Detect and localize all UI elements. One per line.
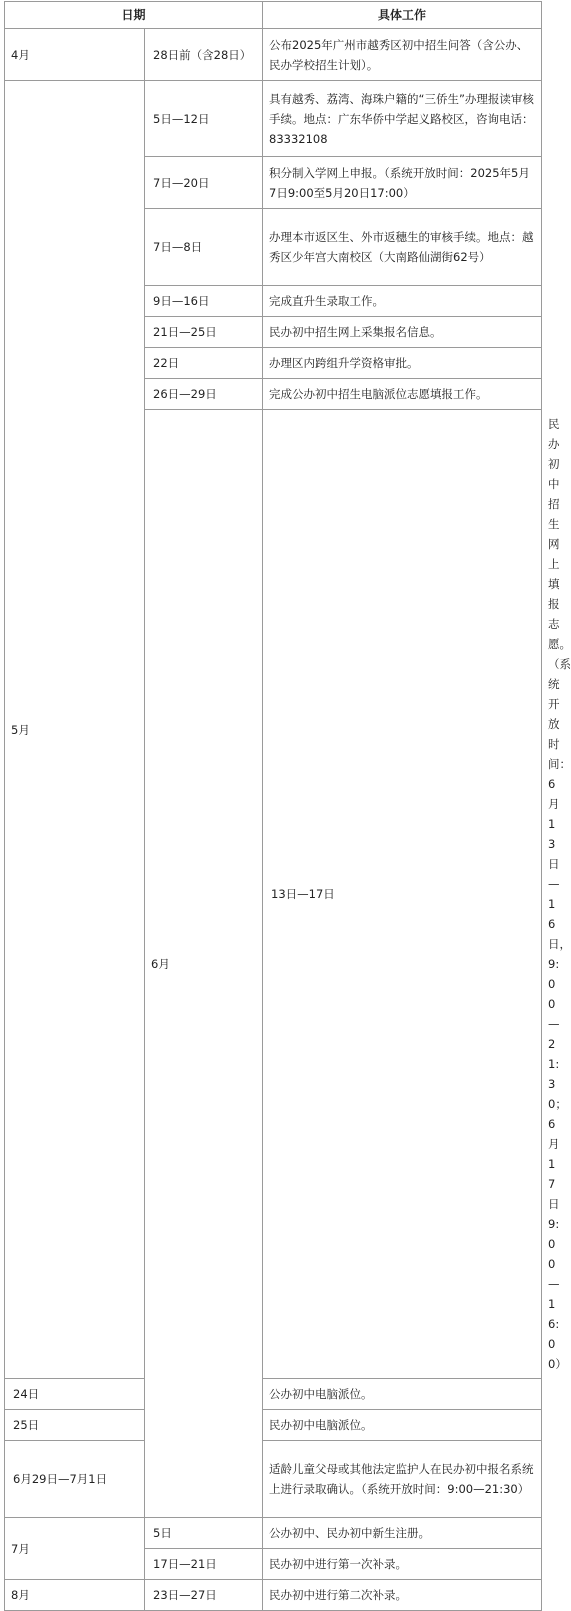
date-cell: 28日前（含28日） <box>145 29 263 81</box>
date-cell: 26日—29日 <box>145 379 263 410</box>
work-cell: 公办初中电脑派位。 <box>263 1379 542 1410</box>
work-cell: 积分制入学网上申报。（系统开放时间：2025年5月7日9:00至5月20日17:00） <box>263 157 542 209</box>
table-row <box>5 1518 542 1549</box>
date-cell: 5日—12日 <box>145 81 263 157</box>
date-cell: 23日—27日 <box>145 1580 263 1611</box>
work-cell: 民办初中进行第一次补录。 <box>263 1549 542 1580</box>
work-cell: 公办初中、民办初中新生注册。 <box>263 1518 542 1549</box>
date-cell: 7日—8日 <box>145 209 263 286</box>
schedule-table <box>4 1 571 1611</box>
work-cell: 民办初中电脑派位。 <box>263 1410 542 1441</box>
month-cell: 5月 <box>5 81 145 1379</box>
month-cell: 4月 <box>5 29 145 81</box>
work-cell: 民办初中招生网上采集报名信息。 <box>263 317 542 348</box>
table-row <box>5 1441 542 1518</box>
month-cell: 6月 <box>145 410 263 1518</box>
table-row <box>5 1580 542 1611</box>
work-cell: 适龄儿童父母或其他法定监护人在民办初中报名系统上进行录取确认。（系统开放时间：9:00—21:30） <box>263 1441 542 1518</box>
date-cell: 24日 <box>5 1379 145 1410</box>
work-cell: 完成公办初中招生电脑派位志愿填报工作。 <box>263 379 542 410</box>
work-cell: 完成直升生录取工作。 <box>263 286 542 317</box>
date-cell: 17日—21日 <box>145 1549 263 1580</box>
table-row <box>5 1410 542 1441</box>
date-cell: 21日—25日 <box>145 317 263 348</box>
header-date: 日期 <box>5 2 263 29</box>
work-cell: 具有越秀、荔湾、海珠户籍的“三侨生”办理报读审核手续。地点：广东华侨中学起义路校区，咨询电话：83332108 <box>263 81 542 157</box>
work-cell: 公布2025年广州市越秀区初中招生问答（含公办、民办学校招生计划）。 <box>263 29 542 81</box>
month-cell: 7月 <box>5 1518 145 1580</box>
table-row <box>5 29 542 81</box>
header-row <box>5 2 542 29</box>
date-cell: 6月29日—7月1日 <box>5 1441 145 1518</box>
work-cell: 办理区内跨组升学资格审批。 <box>263 348 542 379</box>
date-cell: 25日 <box>5 1410 145 1441</box>
table-row <box>5 81 542 157</box>
month-cell: 8月 <box>5 1580 145 1611</box>
table-row: 6月 13日—17日 民办初中招生网上填报志愿。（系统开放时间：6月13日—16日，9:00—21:30；6月17日9:00—16:00） <box>5 410 542 1379</box>
date-cell: 13日—17日 <box>263 410 542 1379</box>
header-work: 具体工作 <box>263 2 542 29</box>
date-cell: 22日 <box>145 348 263 379</box>
date-cell: 9日—16日 <box>145 286 263 317</box>
table-row <box>5 1379 542 1410</box>
date-cell: 5日 <box>145 1518 263 1549</box>
date-cell: 7日—20日 <box>145 157 263 209</box>
work-cell: 办理本市返区生、外市返穗生的审核手续。地点：越秀区少年宫大南校区（大南路仙湖街62号） <box>263 209 542 286</box>
work-cell: 民办初中进行第二次补录。 <box>263 1580 542 1611</box>
